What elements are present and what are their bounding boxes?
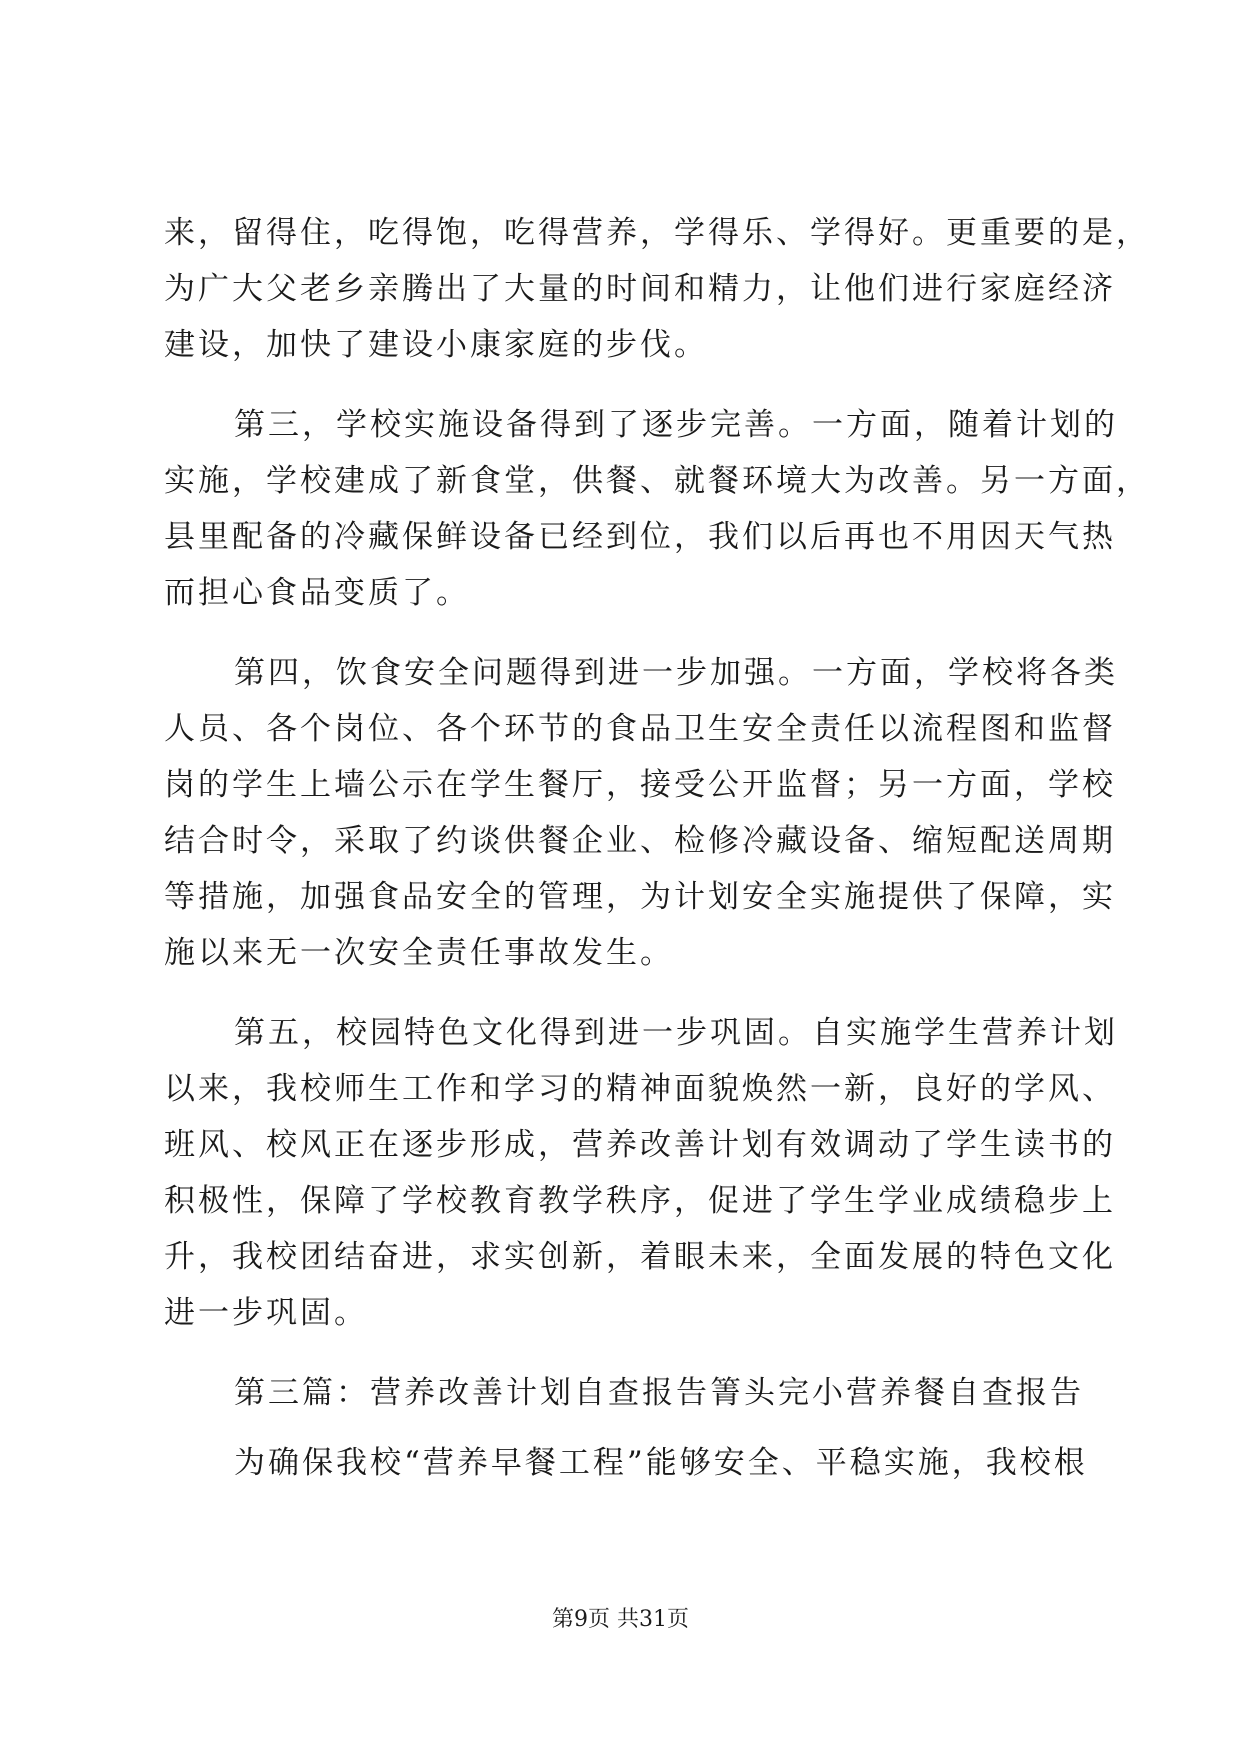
paragraph-line: 人员、各个岗位、各个环节的食品卫生安全责任以流程图和监督 — [164, 711, 1116, 747]
paragraph-line: 积极性，保障了学校教育教学秩序，促进了学生学业成绩稳步上 — [164, 1183, 1116, 1219]
paragraph-line: 施以来无一次安全责任事故发生。 — [164, 935, 674, 971]
paragraph-line: 实施，学校建成了新食堂，供餐、就餐环境大为改善。另一方面， — [164, 463, 1150, 499]
paragraph-line: 班风、校风正在逐步形成，营养改善计划有效调动了学生读书的 — [164, 1127, 1116, 1163]
paragraph-line: 第五，校园特色文化得到进一步巩固。自实施学生营养计划 — [234, 1015, 1118, 1051]
paragraph-line: 岗的学生上墙公示在学生餐厅，接受公开监督；另一方面，学校 — [164, 767, 1116, 803]
paragraph-line: 来，留得住，吃得饱，吃得营养，学得乐、学得好。更重要的是， — [164, 215, 1150, 251]
paragraph-line: 结合时令，采取了约谈供餐企业、检修冷藏设备、缩短配送周期 — [164, 823, 1116, 859]
paragraph-line: 第三，学校实施设备得到了逐步完善。一方面，随着计划的 — [234, 407, 1118, 443]
paragraph-line: 以来，我校师生工作和学习的精神面貌焕然一新，良好的学风、 — [164, 1071, 1116, 1107]
paragraph-line: 第四，饮食安全问题得到进一步加强。一方面，学校将各类 — [234, 655, 1118, 691]
page-number-footer: 第9页 共31页 — [552, 1607, 689, 1632]
paragraph-line: 而担心食品变质了。 — [164, 575, 470, 611]
section-heading: 第三篇：营养改善计划自查报告箐头完小营养餐自查报告 — [234, 1375, 1084, 1411]
paragraph-line: 县里配备的冷藏保鲜设备已经到位，我们以后再也不用因天气热 — [164, 519, 1116, 555]
paragraph-line: 等措施，加强食品安全的管理，为计划安全实施提供了保障，实 — [164, 879, 1116, 915]
paragraph-line: 为确保我校“营养早餐工程”能够安全、平稳实施，我校根 — [234, 1445, 1088, 1481]
paragraph-line: 为广大父老乡亲腾出了大量的时间和精力，让他们进行家庭经济 — [164, 271, 1116, 307]
paragraph-line: 进一步巩固。 — [164, 1295, 368, 1331]
paragraph-line: 升，我校团结奋进，求实创新，着眼未来，全面发展的特色文化 — [164, 1239, 1116, 1275]
paragraph-line: 建设，加快了建设小康家庭的步伐。 — [164, 327, 708, 363]
